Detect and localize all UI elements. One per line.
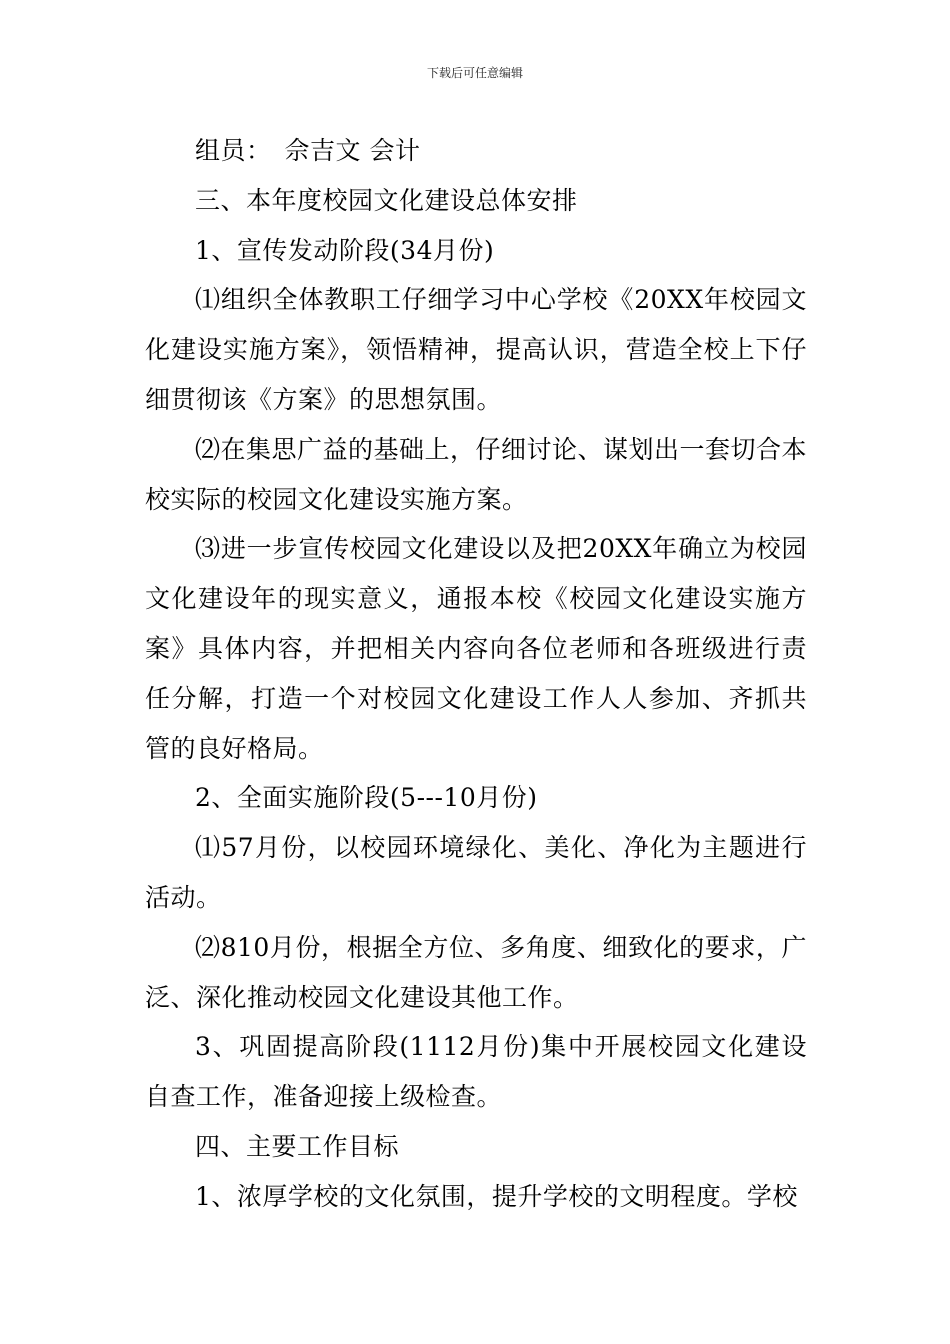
paragraph-publicity-item-1: ⑴组织全体教职工仔细学习中心学校《20XX年校园文化建设实施方案》，领悟精神，提高认识，营造全校上下仔细贯彻该《方案》的思想氛围。 xyxy=(145,285,807,414)
page-header-note: 下载后可任意编辑 xyxy=(426,66,523,80)
section-heading-goals: 四、主要工作目标 xyxy=(195,1131,400,1161)
paragraph-publicity-item-2: ⑵在集思广益的基础上，仔细讨论、谋划出一套切合本校实际的校园文化建设实施方案。 xyxy=(145,434,808,514)
paragraph-team-member: 组员： 佘吉文 会计 xyxy=(195,136,421,165)
subheading-publicity-stage: 1、宣传发动阶段(34月份) xyxy=(195,235,495,265)
paragraph-publicity-item-3: ⑶进一步宣传校园文化建设以及把20XX年确立为校园文化建设年的现实意义，通报本校《校园文化建设实施方案》具体内容，并把相关内容向各位老师和各班级进行责任分解，打造一个对校园文化建设工作人人参加、齐抓共管的良好格局。 xyxy=(145,534,807,763)
paragraph-implementation-item-2: ⑵810月份，根据全方位、多角度、细致化的要求，广泛、深化推动校园文化建设其他工作。 xyxy=(145,932,807,1012)
document-body xyxy=(145,126,807,1222)
paragraph-implementation-item-1: ⑴57月份，以校园环境绿化、美化、净化为主题进行活动。 xyxy=(145,833,807,912)
paragraph-goal-1: 1、浓厚学校的文化氛围，提升学校的文明程度。学校 xyxy=(195,1181,798,1211)
subheading-implementation-stage: 2、全面实施阶段(5---10月份) xyxy=(195,783,538,813)
paragraph-consolidation-stage: 3、巩固提高阶段(1112月份)集中开展校园文化建设自查工作，准备迎接上级检查。 xyxy=(145,1032,807,1112)
section-heading-annual-plan: 三、本年度校园文化建设总体安排 xyxy=(195,185,578,215)
